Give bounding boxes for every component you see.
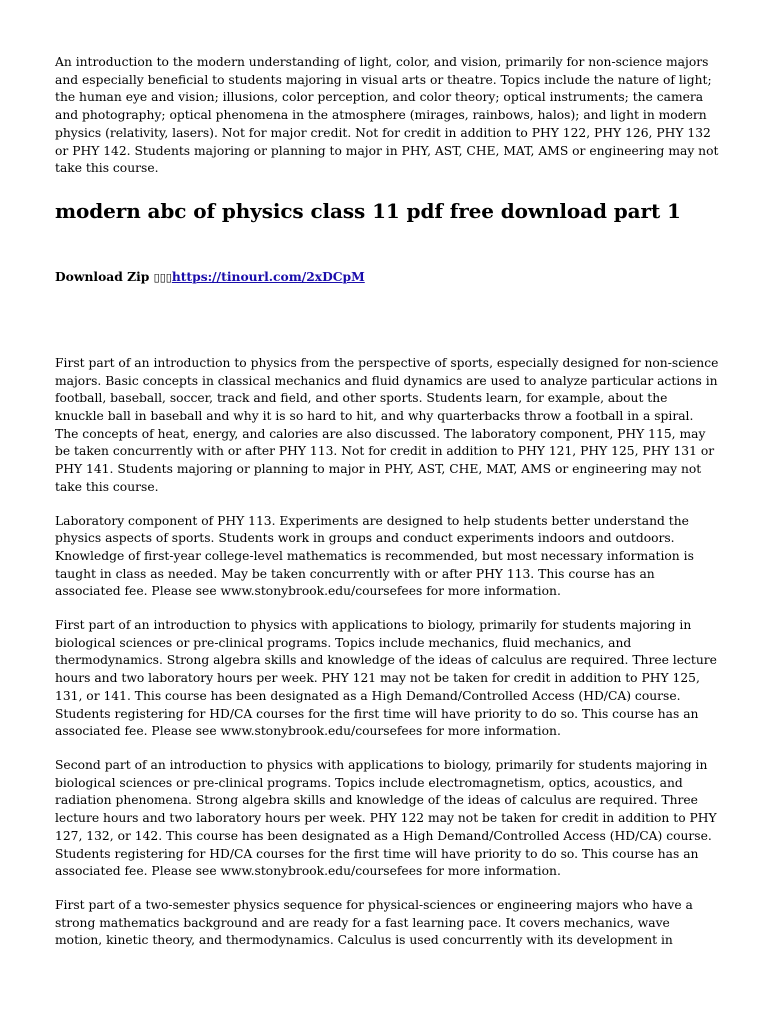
paragraph-sports-lab: Laboratory component of PHY 113. Experiments are designed to help students better understand the physics aspects of sports. Students work in groups and conduct experiments indoors and outdoors. Knowledge of first-year college-level mathematics is recommended, but most necessary information is taught in class as needed. May be taken concurrently with or after PHY 113. This course has an associated fee. Please see www.stonybrook.edu/coursefees for more information. (55, 513, 694, 599)
paragraph-sports-mechanics: First part of an introduction to physics from the perspective of sports, especially designed for non-science majors. Basic concepts in classical mechanics and fluid dynamics are used to analyze particular actions in football, baseball, soccer, track and field, and other sports. Students learn, for example, about the knuckle ball in baseball and why it is so hard to hit, and why quarterbacks throw a football in a spiral. The concepts of heat, energy, and calories are also discussed. The laboratory component, PHY 115, may be taken concurrently with or after PHY 113. Not for credit in addition to PHY 121, PHY 125, PHY 131 or PHY 141. Students majoring or planning to major in PHY, AST, CHE, MAT, AMS or engineering may not take this course. (55, 355, 719, 494)
arrow-glyphs-icon: ▯▯▯ (153, 270, 172, 284)
paragraph-bio-physics-2: Second part of an introduction to physics with applications to biology, primarily for students majoring in biological sciences or pre-clinical programs. Topics include electromagnetism, optics, acoustics, and radiation phenomena. Strong algebra skills and knowledge of the ideas of calculus are required. Three lecture hours and two laboratory hours per week. PHY 122 may not be taken for credit in addition to PHY 127, 132, or 142. This course has been designated as a High Demand/Controlled Access (HD/CA) course. Students registering for HD/CA courses for the first time will have priority to do so. This course has an associated fee. Please see www.stonybrook.edu/coursefees for more information. (55, 757, 717, 879)
page-title: modern abc of physics class 11 pdf free download part 1 (55, 198, 681, 223)
document-page (55, 54, 720, 950)
download-link[interactable]: https://tinourl.com/2xDCpM (171, 268, 365, 284)
paragraph-bio-physics-1: First part of an introduction to physics with applications to biology, primarily for students majoring in biological sciences or pre-clinical programs. Topics include mechanics, fluid mechanics, and thermodynamics. Strong algebra skills and knowledge of the ideas of calculus are required. Three lecture hours and two laboratory hours per week. PHY 121 may not be taken for credit in addition to PHY 125, 131, or 141. This course has been designated as a High Demand/Controlled Access (HD/CA) course. Students registering for HD/CA courses for the first time will have priority to do so. This course has an associated fee. Please see www.stonybrook.edu/coursefees for more information. (55, 618, 717, 739)
download-label: Download Zip (55, 268, 150, 284)
download-line (55, 268, 720, 287)
intro-paragraph: An introduction to the modern understanding of light, color, and vision, primarily for non-science majors and especially beneficial to students majoring in visual arts or theatre. Topics include the nature of light; the human eye and vision; illusions, color perception, and color theory; optical instruments; the camera and photography; optical phenomena in the atmosphere (mirages, rainbows, halos); and light in modern physics (relativity, lasers). Not for major credit. Not for credit in addition to PHY 122, PHY 126, PHY 132 or PHY 142. Students majoring or planning to major in PHY, AST, CHE, MAT, AMS or engineering may not take this course. (55, 55, 719, 176)
paragraph-physical-sciences: First part of a two-semester physics sequence for physical-sciences or engineering majors who have a strong mathematics background and are ready for a fast learning pace. It covers mechanics, wave motion, kinetic theory, and thermodynamics. Calculus is used concurrently with its development in (55, 897, 693, 948)
